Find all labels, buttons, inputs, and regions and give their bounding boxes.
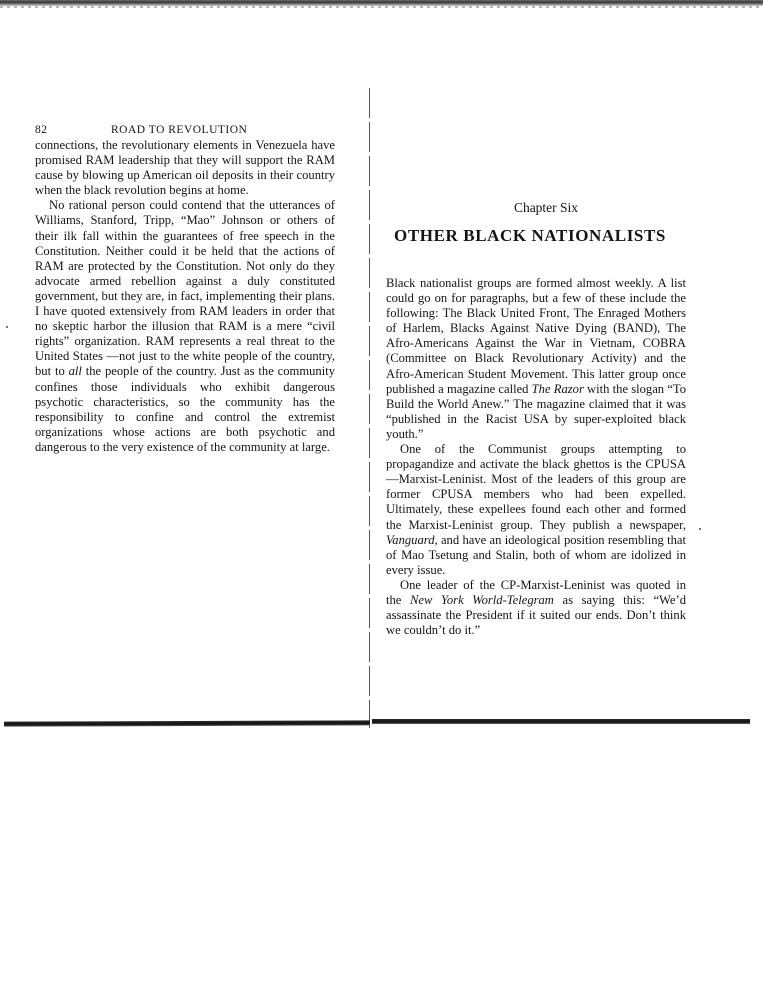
paragraph-text: Black nationalist groups are formed almost weekly. A list could go on for paragraphs, but a few of these include the following: The Black United Front, The Enraged Mothers of Harlem, Blacks Against Native Dying (BAND), The Afro-Americans Against the War in Vietnam, COBRA (Committee on Black Revolutionary Activity) and the Afro-American Student Movement. This latter group once published a magazine called — [386, 276, 686, 396]
right-page — [386, 200, 686, 638]
running-head-title: ROAD TO REVOLUTION — [111, 124, 248, 136]
right-page-body — [386, 276, 686, 638]
scan-top-edge — [0, 6, 763, 8]
paragraph — [386, 442, 686, 578]
book-gutter — [369, 88, 370, 728]
italic-text: all — [68, 364, 82, 379]
running-head — [35, 122, 335, 138]
paragraph-text: No rational person could contend that the utterances of Williams, Stanford, Tripp, “Mao” Johnson or others of their ilk fall within the guarantees of free speech in the Constitution. Neither could it be held that the actions of RAM are protected by the Constitution. Not only do they advocate armed rebellion against a duly constituted government, but they are, in fact, implementing their plans. I have quoted extensively from RAM leaders in order that no skeptic harbor the illusion that RAM is a mere “civil rights” organization. RAM represents a real threat to the United States —not just to the white people of the country, but to — [35, 198, 335, 379]
paragraph-text: One of the Communist groups attempting to propagandize and activate the black ghettos is the CPUSA—Marxist-Leninist. Most of the leaders of this group are former CPUSA members who had been expelled. Ultimately, these expellees found each other and formed the Marxist-Leninist group. They publish a newspaper, — [386, 442, 686, 532]
italic-text: New York World-Telegram — [410, 592, 554, 607]
paragraph-text: connections, the revolutionary elements in Venezuela have promised RAM leadership that they will support the RAM cause by blowing up American oil deposits in their country when the black revolution begins at home. — [35, 138, 335, 198]
italic-text: Vanguard, — [386, 532, 438, 547]
paragraph — [386, 276, 686, 442]
paragraph-text: with the slogan “To Build the World Anew.” The magazine claimed that it was “published in the Racist USA by super-exploited black youth.” — [386, 381, 687, 441]
paragraph — [35, 198, 335, 455]
scan-bottom-bar-right — [372, 719, 750, 724]
paragraph — [35, 138, 335, 198]
paragraph — [386, 578, 686, 638]
page-number: 82 — [35, 124, 48, 136]
paragraph-text: as saying this: “We’d assassinate the President if it suited our ends. Don’t think we couldn’t do it.” — [386, 592, 686, 638]
paragraph-text: and have an ideological position resembling that of Mao Tsetung and Stalin, both of whom are idolized in every issue. — [386, 532, 686, 577]
chapter-label: Chapter Six — [513, 200, 579, 215]
scan-speck — [6, 326, 8, 328]
paragraph-text: One leader of the CP-Marxist-Leninist was quoted in the — [386, 577, 686, 607]
scan-bottom-bar-left — [4, 720, 370, 726]
left-page-body — [35, 138, 335, 455]
scan-bottom-border — [0, 717, 763, 727]
scan-speck — [699, 528, 701, 530]
chapter-title: OTHER BLACK NATIONALISTS — [394, 226, 666, 245]
italic-text: The Razor — [531, 381, 584, 396]
left-page — [35, 122, 335, 455]
paragraph-text: the people of the country. Just as the community confines those individuals who exhibit dangerous psychotic characteristics, so the community has the responsibility to confine and control the extremist organizations whose actions are both psychotic and dangerous to the very existence of the community at large. — [35, 364, 336, 454]
